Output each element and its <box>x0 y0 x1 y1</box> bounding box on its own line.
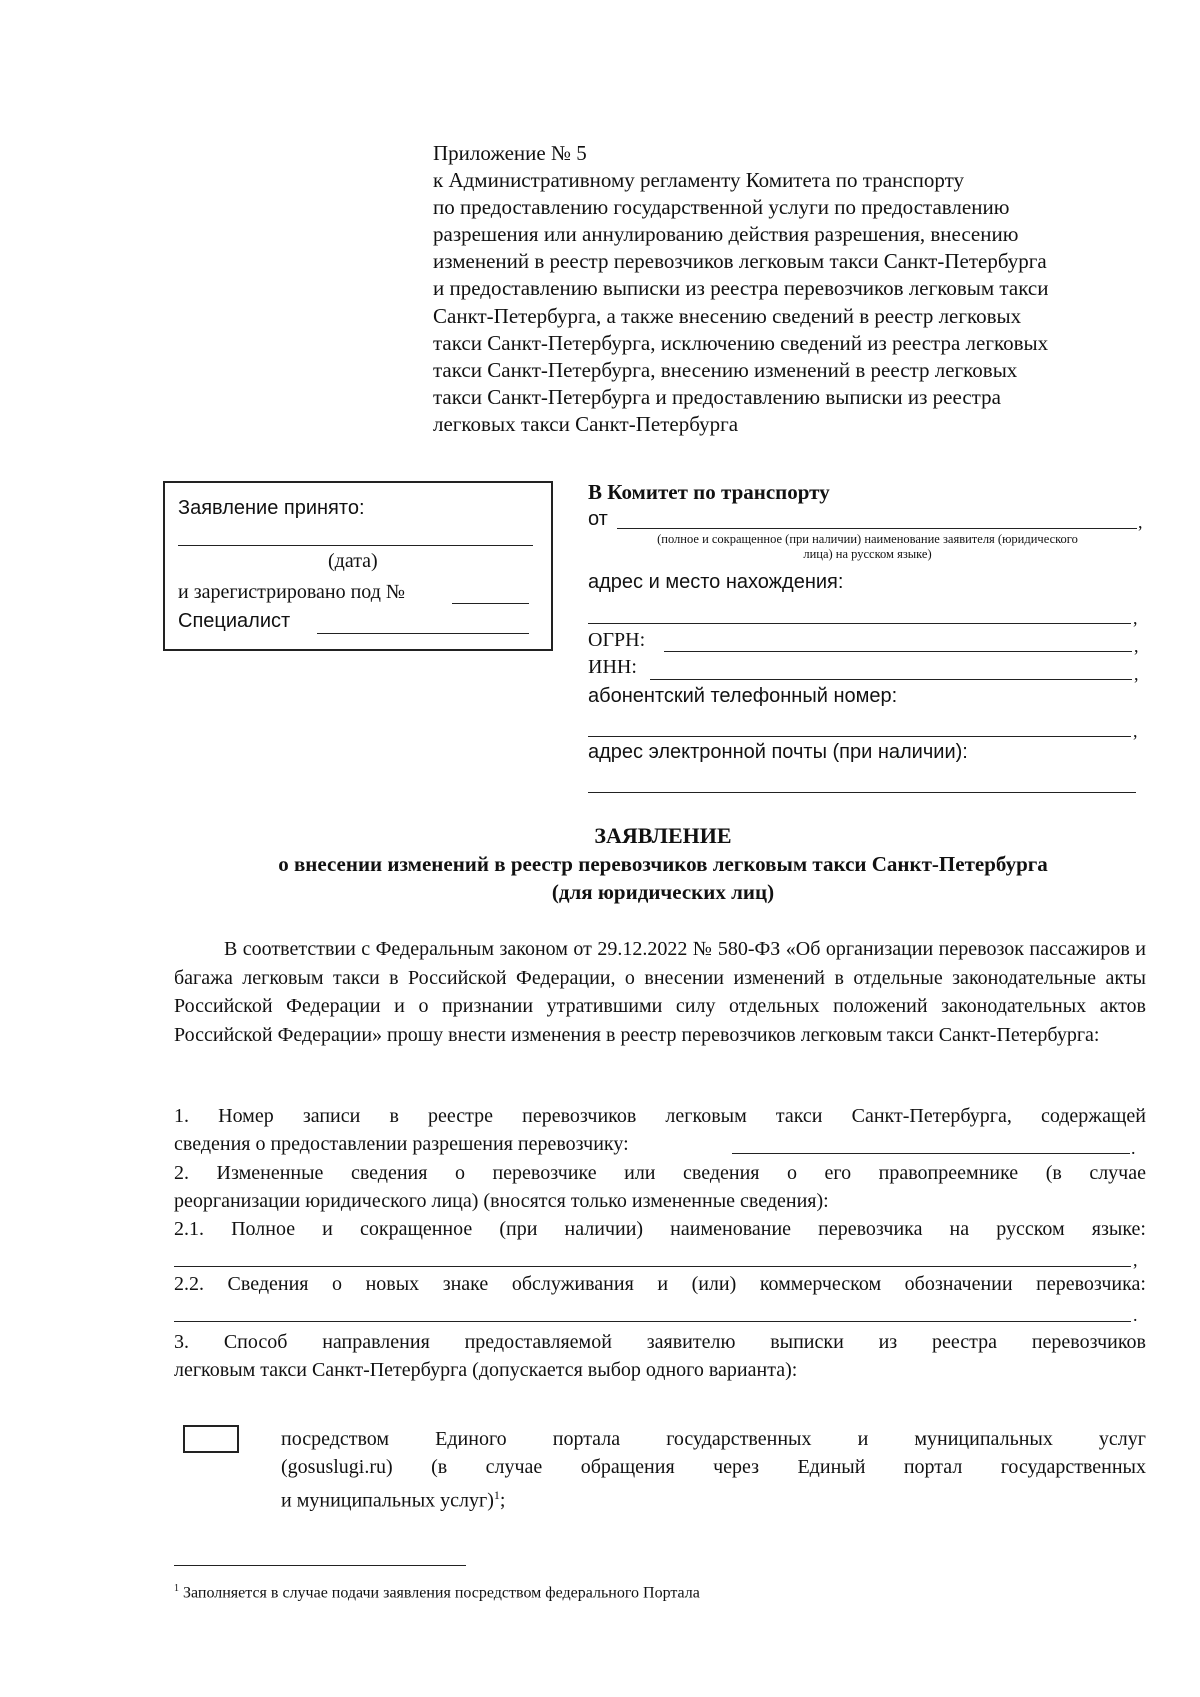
option-gosuslugi-checkbox[interactable] <box>183 1425 239 1453</box>
item1-line-a: 1. Номер записи в реестре перевозчиков легковым такси Санкт-Петербурга, содержащей <box>174 1105 1146 1127</box>
applicant-name-line[interactable] <box>617 528 1137 529</box>
phone-line[interactable] <box>588 736 1131 737</box>
option1-line-a: посредством Единого портала государственных и муниципальных услуг <box>281 1428 1146 1450</box>
item3-line-a: 3. Способ направления предоставляемой заявителю выписки из реестра перевозчиков <box>174 1331 1146 1353</box>
comma: , <box>1134 636 1139 656</box>
period: . <box>1131 1138 1136 1158</box>
comma: , <box>1134 664 1139 684</box>
address-label: адрес и место нахождения: <box>588 571 844 593</box>
intro-paragraph <box>174 935 1146 1049</box>
option1-text: и муниципальных услуг) <box>281 1489 494 1512</box>
stamp-date-caption: (дата) <box>328 550 378 572</box>
registration-stamp-box <box>163 481 553 651</box>
document-subtitle-2: (для юридических лиц) <box>551 880 775 904</box>
stamp-specialist-label: Специалист <box>178 610 291 632</box>
ogrn-line[interactable] <box>664 651 1132 652</box>
note-line: лица) на русском языке) <box>803 547 932 561</box>
ogrn-label: ОГРН: <box>588 629 646 651</box>
stamp-reg-number-line[interactable] <box>452 603 529 604</box>
inn-label: ИНН: <box>588 656 637 678</box>
option1-end: ; <box>499 1489 506 1512</box>
appendix-line: легковых такси Санкт-Петербурга <box>433 411 739 436</box>
email-label: адрес электронной почты (при наличии): <box>588 741 968 763</box>
appendix-line: к Административному регламенту Комитета по транспорту <box>433 168 964 193</box>
addressee-title: В Комитет по транспорту <box>588 480 830 504</box>
service-mark-line[interactable] <box>174 1321 1131 1322</box>
footnote-ref: 1 <box>493 1488 500 1502</box>
stamp-registered-label: и зарегистрировано под № <box>178 581 405 603</box>
appendix-line: такси Санкт-Петербурга, исключению сведений из реестра легковых <box>433 330 1049 355</box>
comma: , <box>1133 721 1138 741</box>
option1-line-b: (gosuslugi.ru) (в случае обращения через Единый портал государственных <box>281 1456 1146 1478</box>
appendix-line: изменений в реестр перевозчиков легковым такси Санкт-Петербурга <box>433 249 1047 274</box>
item2-line-a: 2. Измененные сведения о перевозчике или сведения о его правопреемнике (в случае <box>174 1162 1146 1184</box>
comma: , <box>1133 608 1138 628</box>
footnote <box>174 1583 700 1602</box>
phone-label: абонентский телефонный номер: <box>588 685 898 707</box>
period: . <box>1133 1305 1138 1325</box>
stamp-accepted-label: Заявление принято: <box>178 497 365 519</box>
footnote-mark: 1 <box>174 1583 179 1594</box>
footnote-separator <box>174 1565 466 1566</box>
item1-line-b: сведения о предоставлении разрешения перевозчику: <box>174 1133 629 1155</box>
note-line: (полное и сокращенное (при наличии) наименование заявителя (юридического <box>657 532 1078 546</box>
address-line[interactable] <box>588 623 1131 624</box>
comma: , <box>1133 1250 1138 1270</box>
item3-line-b: легковым такси Санкт-Петербурга (допускается выбор одного варианта): <box>174 1359 798 1381</box>
record-number-line[interactable] <box>732 1153 1130 1154</box>
appendix-line: по предоставлению государственной услуги по предоставлению <box>433 195 1010 220</box>
option1-line-c <box>281 1481 1146 1515</box>
document-title: ЗАЯВЛЕНИЕ <box>594 823 732 848</box>
footnote-text: Заполняется в случае подачи заявления посредством федерального Портала <box>183 1584 700 1602</box>
stamp-specialist-line[interactable] <box>317 633 529 634</box>
appendix-line: разрешения или аннулированию действия разрешения, внесению <box>433 222 1019 247</box>
applicant-name-note <box>585 532 1150 562</box>
inn-line[interactable] <box>650 679 1132 680</box>
document-subtitle: о внесении изменений в реестр перевозчиков легковым такси Санкт-Петербурга <box>278 852 1048 876</box>
comma: , <box>1138 512 1143 532</box>
email-line[interactable] <box>588 792 1136 793</box>
intro-text: В соответствии с Федеральным законом от 29.12.2022 № 580-ФЗ «Об организации перевозок пассажиров и багажа легковым такси в Российской Федерации, о внесении изменений в отдельные законодательные акты Российской Федерации и о признании утратившими силу отдельных положений законодательных актов Российской Федерации» прошу внести изменения в реестр перевозчиков легковым такси Санкт-Петербурга: <box>174 938 1146 1046</box>
appendix-header <box>433 140 1153 438</box>
appendix-line: и предоставлению выписки из реестра перевозчиков легковым такси <box>433 276 1049 301</box>
stamp-date-line[interactable] <box>178 545 533 546</box>
appendix-line: такси Санкт-Петербурга и предоставлению выписки из реестра <box>433 384 1001 409</box>
appendix-line: Санкт-Петербурга, а также внесению сведений в реестр легковых <box>433 303 1022 328</box>
item2-line-b: реорганизации юридического лица) (вносятся только измененные сведения): <box>174 1190 829 1212</box>
appendix-line: такси Санкт-Петербурга, внесению изменений в реестр легковых <box>433 357 1018 382</box>
item21-line: 2.1. Полное и сокращенное (при наличии) наименование перевозчика на русском языке: <box>174 1218 1146 1240</box>
from-label: от <box>588 508 608 530</box>
appendix-line: Приложение № 5 <box>433 141 587 165</box>
carrier-name-line[interactable] <box>174 1266 1131 1267</box>
item22-line: 2.2. Сведения о новых знаке обслуживания и (или) коммерческом обозначении перевозчика: <box>174 1273 1146 1295</box>
